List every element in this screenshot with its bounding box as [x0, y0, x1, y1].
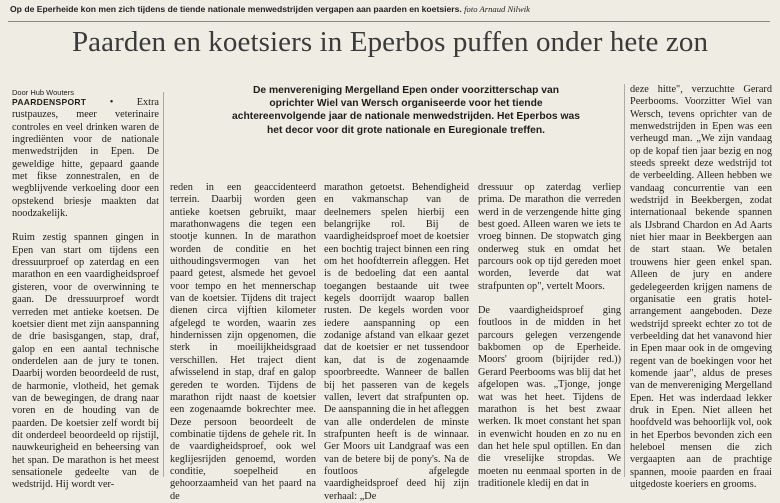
article-column-4: [478, 182, 621, 490]
column-1-paragraph-1: PAARDENSPORT • Extra rustpauzes, meer veterinaire controles en veel drinken waren de ingrediënten voor de nationale menwedstrijden in Epen. De geweldige hitte, gepaard gaande met fikse zonnestralen, en de wegblijvende verkoeling door een opstekend briesje maakten dat noodzakelijk.: [12, 97, 159, 220]
column-5-paragraph-1: deze hitte", verzuchtte Gerard Peerbooms. Voorzitter Wiel van Wersch, tevens oprichter van de menwedstrijden in Epen was een verheugd man. „We zijn vandaag op de kopaf tien jaar bezig en nog steeds spreekt deze wedstrijd tot de verbeelding. Alleen hebben we vandaag concurrentie van een wedstrijd in Beekbergen, zodat internationaal bekende spannen als IJsbrand Chardon en Ad Aarts niet hier maar in Beekbergen aan de start staan. We betalen trouwens hier geen enkel span. Alleen de jury en andere gedelegeerden krijgen namens de organisatie een gratis hotel-arrangement aangeboden. Deze wedstrijd spreekt echter zo tot de verbeelding dat het vanavond hier in Epen maar ook in de omgeving regent van de boekingen voor het komende jaar", aldus de preses van de menvereniging Mergelland Epen. Het was inderdaad lekker druk in Epen. Niet alleen het hoofdveld was behoorlijk vol, ook in het Eperbos bevonden zich een heleboel mensen die zich vergaapten aan de prachtige spannen, mooie paarden en fraai uitgedoste koeriers en grooms.: [630, 84, 772, 490]
column-2-paragraph-1: reden in een geaccidenteerd terrein. Daarbij worden geen antieke koetsen gebruikt, maar marathonwagens die tegen een stootje kunnen. In de marathon worden de conditie en het uithoudingsvermogen van het paard getest, alsmede het gevoel voor tempo en het mennerschap van de koetsier. Tijdens dit traject dienen circa vijftien kilometer afgelegd te worden, waarin zes hindernissen zijn opgenomen, die sterk in moeilijkheidsgraad verschillen. Het traject dient afwisselend in stap, draf en galop gereden te worden. Tijdens de marathon rijdt naast de koetsier een zogenaamde bokrechter mee. Deze persoon beoordeelt de combinatie tijdens de gehele rit. In de vaardigheidsproef, ook wel keglijesrijden genoemd, worden conditie, soepelheid en gehoorzaamheid van het paard na de: [170, 182, 316, 502]
byline: Door Hub Wouters: [12, 88, 74, 97]
intro-lead: De menvereniging Mergelland Epen onder voorzitterschap van oprichter Wiel van Wersch organiseerde voor het tiende achtereenvolgende jaar de nationale menwedstrijden. Het Eperbos was het decor voor dit grote nationale en Euregionale treffen.: [232, 85, 580, 136]
column-3-paragraph-1: marathon getoetst. Behendigheid en vakmanschap van de deelnemers spelen hierbij een belangrijke rol. Bij de vaardigheidsproef moet de koetsier een bochtig traject binnen een ring om het hoofdterrein afleggen. Het is de bedoeling dat een aantal toegangen bestaande uit twee kegels doorrijdt waarop ballen rusten. De kegels worden voor iedere aanspanning op een zodanige afstand van elkaar gezet dat de koetsier er net tussendoor kan, dat is de zogenaamde spoorbreedte. Wanneer de ballen bij het passeren van de kegels vallen, levert dat strafpunten op. De aanspanning die in het afleggen van alle onderdelen de minste strafpunten heeft is de winnaar. Ger Moors uit Landgraaf was een van de betere bij de pony's. Na de foutloos afgelegde vaardigheidsproef deed hij zijn verhaal: „De: [324, 182, 469, 502]
top-rule: [8, 21, 770, 22]
article-column-1: [12, 96, 159, 492]
column-1-paragraph-2: Ruim zestig spannen gingen in Epen van start om tijdens een dressuurproef op zaterdag en een marathon en een vaardigheidsproef gisteren, voor de overwinning te gaan. De dressuurproef wordt verreden met antieke koetsen. De koetsier dient met zijn aanspanning de drie basisgangen, stap, draf, galop en een aantal technische onderdelen aan de jury te tonen. Daarbij worden beoordeeld de rust, de harmonie, vlotheid, het gemak van de bewegingen, de drang naar voren en de houding van de paarden. De koetsier zelf wordt bij dit onderdeel beoordeeld op rijstijl, nauwkeurigheid en beheersing van het span. De marathon is het meest sensationele gedeelte van de wedstrijd. Hij wordt ver-: [12, 232, 159, 491]
kicker: PAARDENSPORT: [12, 97, 87, 107]
column-divider: [163, 92, 164, 477]
article-column-2: [170, 182, 316, 503]
article-column-3: [324, 182, 469, 503]
photo-credit: foto Arnaud Nilwik: [464, 4, 530, 14]
article-column-5: [630, 84, 772, 491]
column-4-paragraph-1: dressuur op zaterdag verliep prima. De marathon die verreden werd in de verzengende hitte ging best goed. Alleen waren we iets te vroeg binnen. De stopwatch ging onderweg stuk en omdat het parcours ook op tijd gereden moet worden, leverde dat wat strafpunten op", vertelt Moors.: [478, 182, 621, 292]
column-divider: [624, 84, 625, 477]
photo-caption: [10, 4, 772, 14]
column-4-paragraph-2: De vaardigheidsproef ging foutloos in de midden in het parcours gelegen verzengende bakbomen op de Eperheide. Moors' groom (bijrijder red.)) Gerard Peerbooms was blij dat het afgelopen was. „Tjonge, jonge wat was het heet. Tijdens de marathon is het best zwaar werken. Ik moet constant het span in evenwicht houden en zo nu en dan het hele spul optillen. En dan die vreselijke stropdas. We moeten nu eenmaal sporten in de traditionele kledij en dat in: [478, 305, 621, 489]
caption-text: Op de Eperheide kon men zich tijdens de tiende nationale menwedstrijden vergapen aan paarden en koetsiers.: [10, 4, 462, 14]
headline: Paarden en koetsiers in Eperbos puffen onder hete zon: [71, 26, 709, 58]
